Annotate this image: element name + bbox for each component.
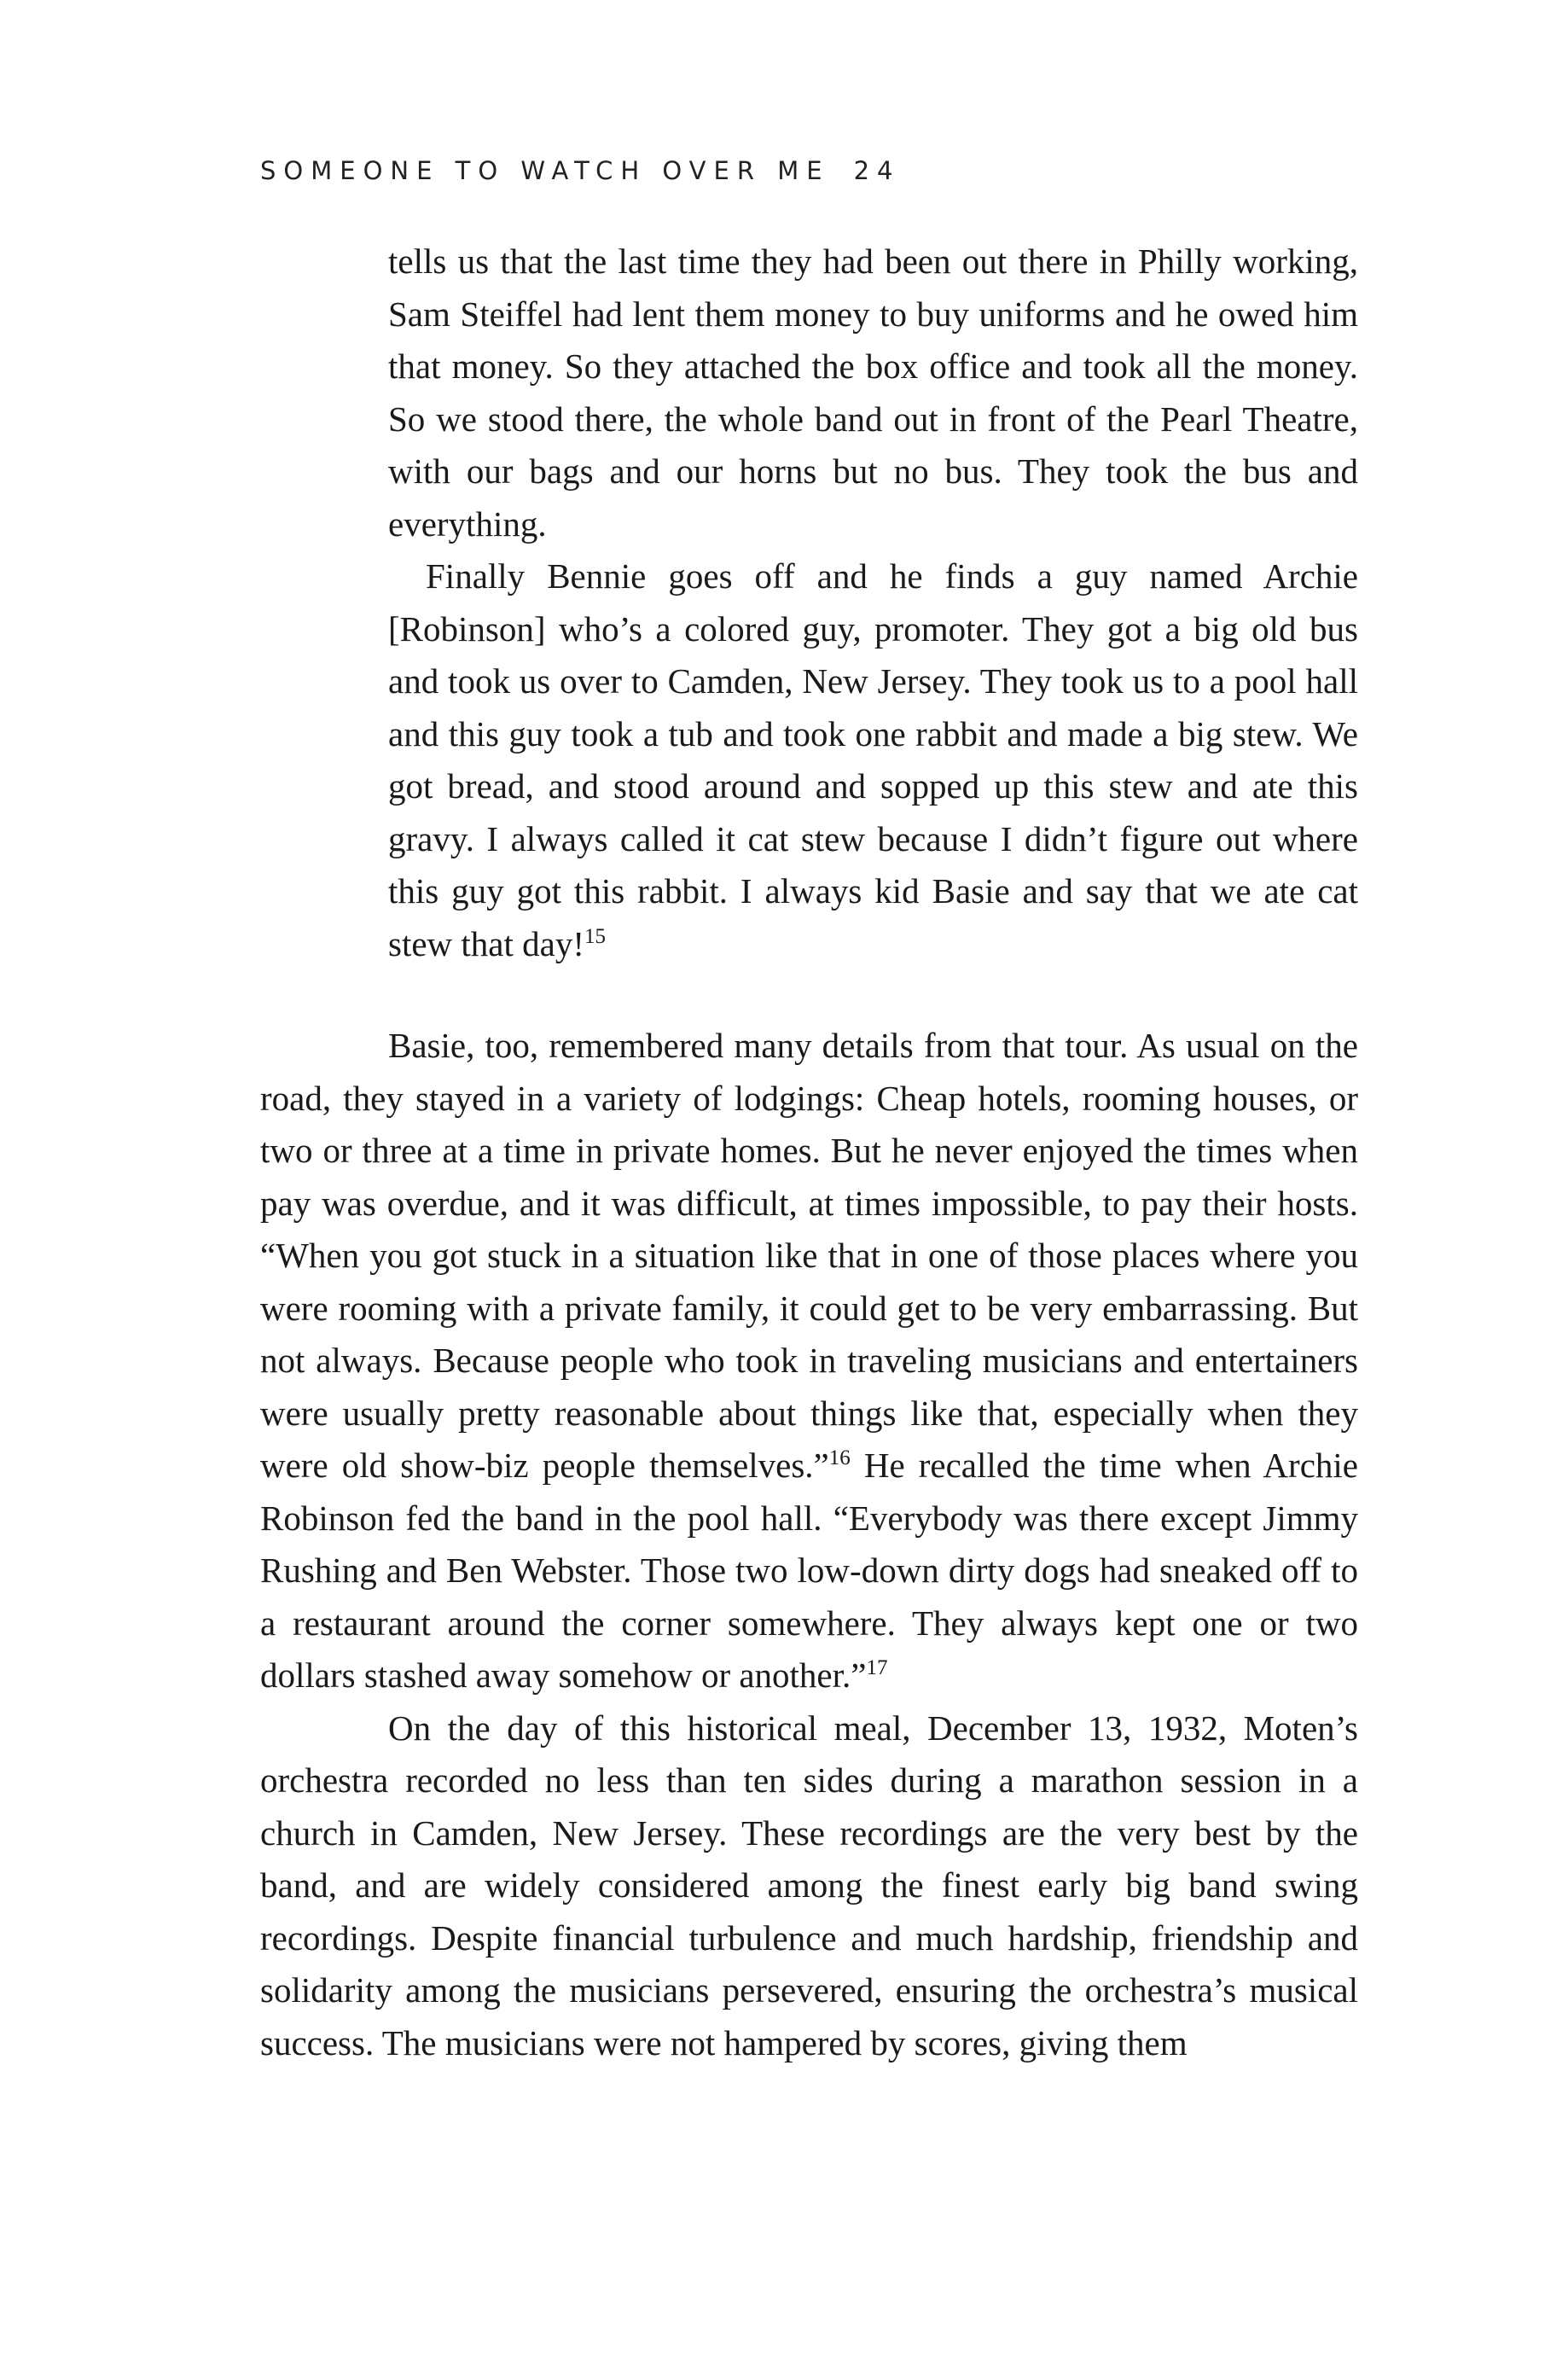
quote-paragraph: tells us that the last time they had been out there in Philly working, Sam Steiffel had lent them money to buy uniforms and he owed him that money. So they attached the box office and took all the money. So we stood there, the whole band out in front of the Pearl Theatre, with our bags and our horns but no bus. They took the bus and everything.: [388, 241, 1358, 544]
body-text: [260, 1020, 1358, 2069]
running-head: [260, 154, 900, 188]
quote-paragraph-text: Finally Bennie goes off and he finds a guy named Archie [Robinson] who’s a colored guy, promoter. They got a big old bus and took us over to Camden, New Jersey. They took us to a pool hall and this guy took a tub and took one rabbit and made a big stew. We got bread, and stood around and sopped up this stew and ate this gravy. I always called it cat stew because I didn’t figure out where this guy got this rabbit. I always kid Basie and say that we ate cat stew that day!: [388, 556, 1358, 963]
running-head-title: SOMEONE TO WATCH OVER ME: [260, 156, 830, 185]
body-paragraph: On the day of this historical meal, December 13, 1932, Moten’s orchestra recorded no less than ten sides during a marathon session in a church in Camden, New Jersey. These recordings are the very best by the band, and are widely considered among the finest early big band swing recordings. Despite financial turbulence and much hardship, friendship and solidarity among the musicians persevered, ensuring the orchestra’s musical success. The musicians were not hampered by scores, giving them: [260, 1708, 1358, 2063]
page-number: 24: [853, 156, 901, 185]
footnote-ref: 17: [866, 1656, 888, 1679]
block-quote: [388, 236, 1358, 970]
footnote-ref: 16: [828, 1446, 851, 1469]
quote-paragraph: [388, 550, 1358, 970]
body-paragraph-text: Basie, too, remembered many details from that tour. As usual on the road, they stayed in a variety of lodgings: Cheap hotels, rooming houses, or two or three at a time in private homes. But he never enjoyed the times when pay was overdue, and it was difficult, at times impossible, to pay their hosts. “When you got stuck in a situation like that in one of those places where you were rooming with a private family, it could get to be very embarrassing. But not always. Because people who took in traveling musicians and entertainers were usually pretty reasonable about things like that, especially when they were old show-biz people themselves.”: [260, 1026, 1358, 1485]
body-paragraph: [260, 1020, 1358, 1702]
body-paragraph-text: He recalled the time when Archie Robinson fed the band in the pool hall. “Everybody was there except Jimmy Rushing and Ben Webster. Those two low-down dirty dogs had sneaked off to a restaurant around the corner somewhere. They always kept one or two dollars stashed away somehow or another.”: [260, 1446, 1358, 1695]
footnote-ref: 15: [584, 924, 606, 948]
